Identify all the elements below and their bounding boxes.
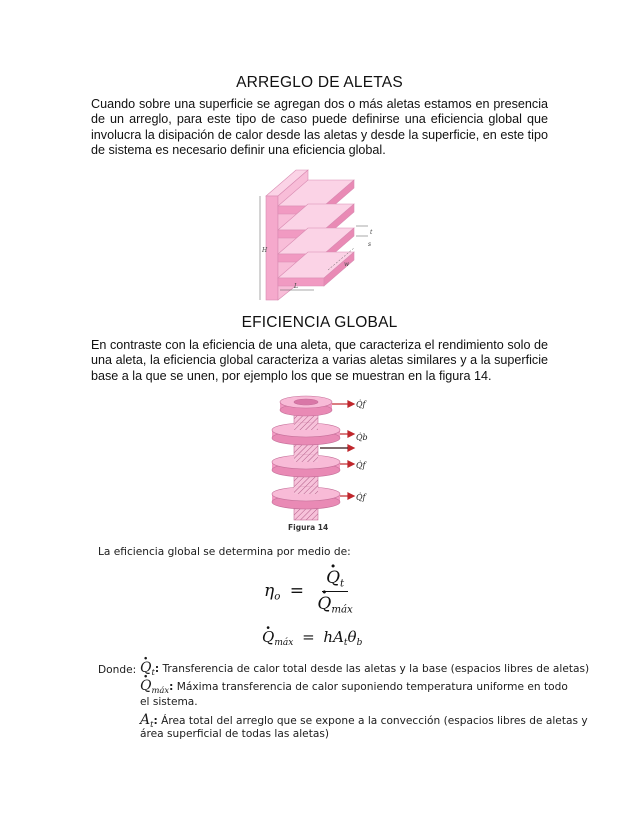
label-qf-1: Q̇f bbox=[356, 400, 366, 409]
label-s: s bbox=[368, 241, 372, 248]
label-qb: Q̇b bbox=[356, 433, 368, 442]
fin-array-figure bbox=[256, 166, 386, 302]
formula-intro: La eficiencia global se determina por medio de: bbox=[98, 546, 351, 558]
label-t: t bbox=[370, 229, 373, 236]
equation-qmax: · $Q_{máx} = hA_t\theta_b$ bbox=[262, 628, 362, 648]
label-L: L bbox=[294, 283, 298, 290]
def-qmax: · $Q_{máx}$: Máxima transferencia de calor suponiendo temperatura uniforme en todo bbox=[140, 678, 568, 695]
equation-efficiency: $\eta_o$ = · $Q_t$ · $Q_{máx}$ bbox=[264, 568, 357, 615]
paragraph-arreglo: Cuando sobre una superficie se agregan dos o más aletas estamos en presencia de un arreglo, para este tipo de caso puede definirse una eficiencia global que involucra la disipación de calor desde las aletas y desde la superficie, en este tipo de sistema es necesario definir una eficiencia global. bbox=[91, 97, 548, 158]
paragraph-eficiencia: En contraste con la eficiencia de una aleta, que caracteriza el rendimiento solo de una aleta, la eficiencia global caracteriza a varias aletas similares y a la superficie base a la que se unen, por ejemplo los que se muestran en la figura 14. bbox=[91, 338, 548, 383]
def-qmax-cont: el sistema. bbox=[140, 696, 198, 708]
label-qf-3: Q̇f bbox=[356, 493, 366, 502]
donde-label: Donde: bbox=[98, 664, 137, 676]
heading-arreglo-de-aletas: ARREGLO DE ALETAS bbox=[236, 74, 403, 91]
definitions-block bbox=[98, 660, 590, 750]
figure-14-caption: Figura 14 bbox=[288, 523, 329, 532]
label-qf-2: Q̇f bbox=[356, 461, 366, 470]
figure-14-annular-fins bbox=[264, 392, 374, 532]
heading-eficiencia-global: EFICIENCIA GLOBAL bbox=[241, 314, 398, 331]
label-w: w bbox=[344, 261, 350, 268]
def-qt: · $Q_t$: Transferencia de calor total desde las aletas y la base (espacios libres de aletas) bbox=[140, 660, 589, 677]
def-at: $A_t$: Área total del arreglo que se expone a la convección (espacios libres de aletas y bbox=[140, 712, 588, 729]
label-H: H bbox=[262, 247, 268, 254]
def-at-cont: área superficial de todas las aletas) bbox=[140, 728, 329, 740]
